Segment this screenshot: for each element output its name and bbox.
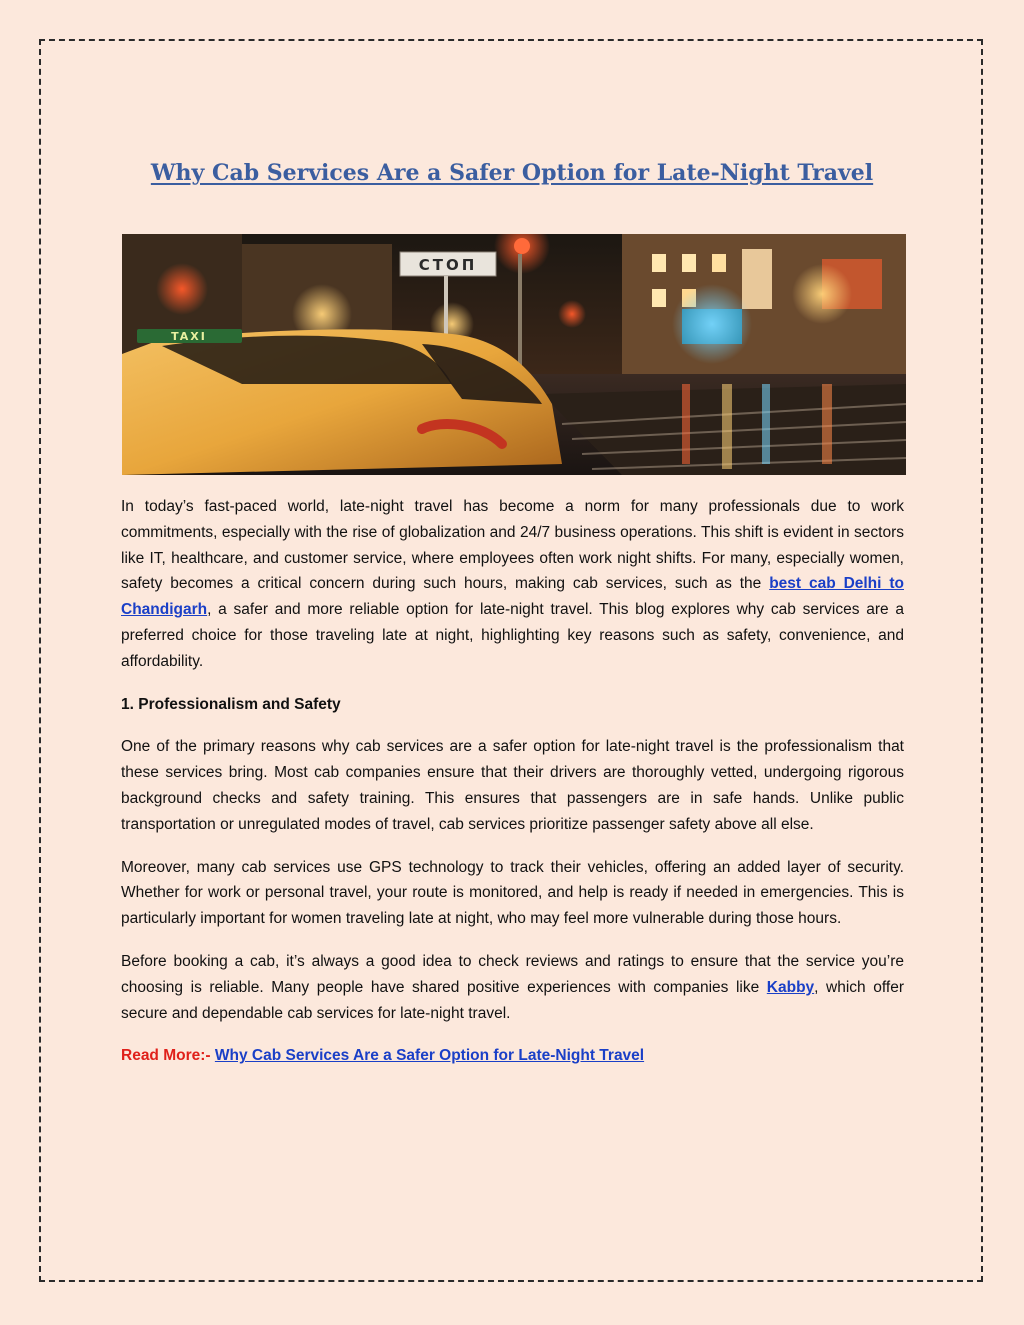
taxi-sign-text: TAXI: [171, 330, 207, 343]
section1-paragraph-2: Moreover, many cab services use GPS technology to track their vehicles, offering an added layer of security. Whether for work or personal travel, your route is monitored, and help is ready if needed in emergencies. This is particularly important for women traveling late at night, who may feel more vulnerable during those hours.: [121, 858, 904, 928]
section1-paragraph-3: [121, 949, 904, 1026]
read-more-label: Read More:-: [121, 1047, 215, 1065]
stop-sign-text: СТОП: [418, 256, 478, 274]
hero-image: [122, 234, 906, 475]
read-more: [121, 1043, 904, 1069]
section-heading-professionalism: 1. Professionalism and Safety: [121, 695, 341, 713]
intro-paragraph: [121, 494, 904, 675]
best-cab-delhi-chandigarh-link[interactable]: best cab Delhi to Chandigarh: [121, 575, 904, 619]
read-more-link[interactable]: Why Cab Services Are a Safer Option for Late-Night Travel: [214, 1047, 645, 1065]
section1-paragraph-1: One of the primary reasons why cab services are a safer option for late-night travel is the professionalism that these services bring. Most cab companies ensure that their drivers are thoroughly vetted, undergoing rigorous background checks and safety training. This ensures that passengers are in safe hands. Unlike public transportation or unregulated modes of travel, cab services prioritize passenger safety above all else.: [121, 738, 904, 833]
intro-text-start: In today’s fast-paced world, late-night travel has become a norm for many professionals due to work commitments, especially with the rise of globalization and 24/7 business operations. This shift is evident in sectors like IT, healthcare, and customer service, where employees often work night shifts. For many, especially women, safety becomes a critical concern during such hours, making cab services, such as the: [121, 498, 904, 593]
kabby-link[interactable]: Kabby: [766, 978, 815, 996]
page-title[interactable]: Why Cab Services Are a Safer Option for Late-Night Travel: [150, 160, 874, 186]
para3-text-start: Before booking a cab, it’s always a good idea to check reviews and ratings to ensure that the service you’re choosing is reliable. Many people have shared positive experiences with companies like: [121, 952, 904, 996]
night-taxi-photo: [122, 234, 906, 475]
intro-text-end: , a safer and more reliable option for late-night travel. This blog explores why cab services are a preferred choice for those traveling late at night, highlighting key reasons such as safety, convenience, and affordability.: [121, 601, 904, 670]
para3-text-end: , which offer secure and dependable cab services for late-night travel.: [121, 978, 904, 1022]
article-body: [121, 494, 904, 1086]
